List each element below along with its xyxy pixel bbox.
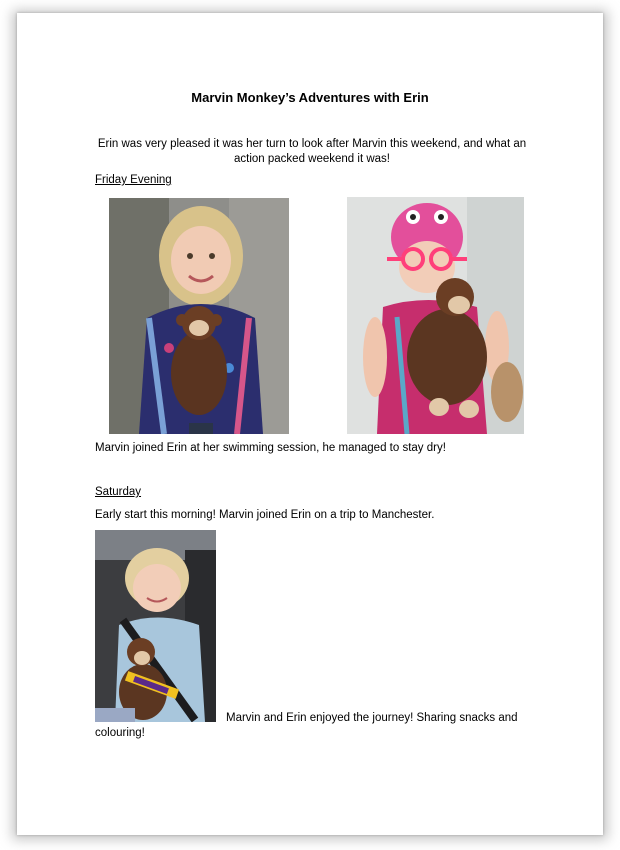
caption-saturday-line1: Marvin and Erin enjoyed the journey! Sharing snacks and	[226, 712, 518, 724]
caption-friday-evening: Marvin joined Erin at her swimming session, he managed to stay dry!	[95, 442, 446, 454]
photo-erin-school-uniform-with-monkey	[109, 198, 289, 434]
photo-erin-swimming-cap-with-monkey	[347, 197, 524, 434]
document-title: Marvin Monkey’s Adventures with Erin	[191, 90, 429, 105]
intro-paragraph: Erin was very pleased it was her turn to look after Marvin this weekend, and what an action packed weekend it was!	[97, 138, 527, 165]
heading-friday-evening: Friday Evening	[95, 174, 172, 186]
saturday-paragraph: Early start this morning! Marvin joined Erin on a trip to Manchester.	[95, 509, 435, 521]
caption-saturday-line2: colouring!	[95, 727, 145, 739]
heading-saturday: Saturday	[95, 486, 142, 498]
photo-erin-car-seat-with-monkey	[95, 530, 216, 722]
